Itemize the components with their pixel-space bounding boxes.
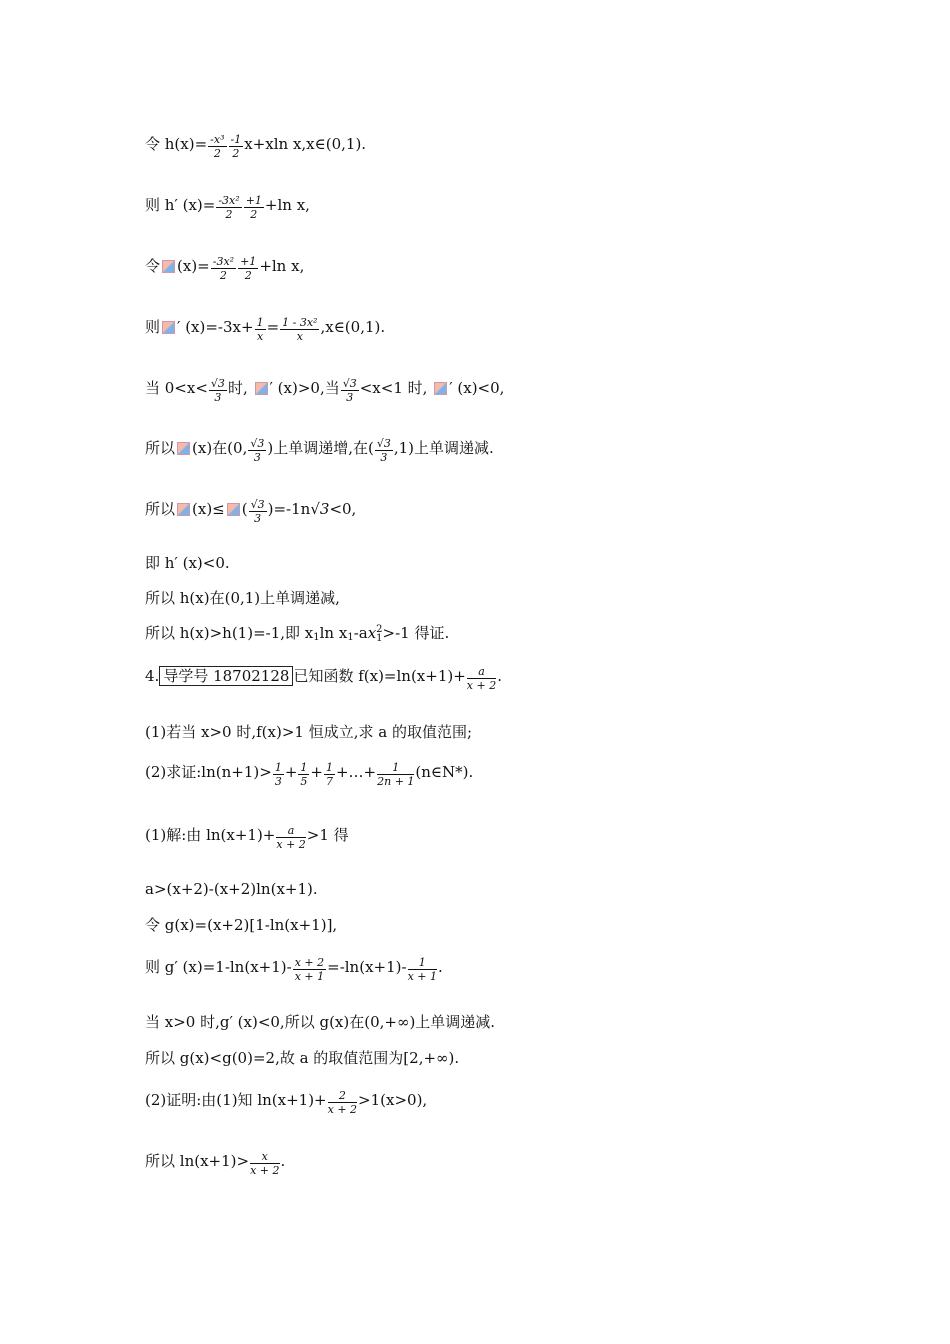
placeholder-image-icon	[177, 442, 190, 455]
numerator: √3	[376, 437, 391, 450]
text: 则 h′ (x)=	[145, 196, 216, 214]
denominator: x + 1	[407, 970, 437, 983]
text: 当 x>0 时,g′ (x)<0,所以 g(x)在(0,+∞)上单调递减.	[145, 1013, 496, 1031]
numerator: √3	[250, 498, 265, 511]
numerator: -1	[230, 133, 242, 146]
numerator: x + 2	[294, 956, 325, 969]
line-g-decreasing	[145, 1012, 495, 1032]
denominator: 3	[214, 391, 222, 404]
line-phi-derivative	[145, 316, 385, 343]
line-phi-def	[145, 255, 304, 282]
line-monotonic	[145, 437, 494, 464]
fraction	[249, 498, 267, 525]
numerator: -x³	[210, 133, 225, 146]
denominator: x + 2	[250, 1164, 280, 1177]
text: (2)证明:由(1)知 ln(x+1)+	[145, 1091, 327, 1109]
numerator: 1	[300, 761, 308, 774]
text: )=-1n	[267, 500, 311, 518]
subscript: 1	[313, 632, 320, 643]
text: (1)若当 x>0 时,f(x)>1 恒成立,求 a 的取值范围;	[145, 723, 473, 741]
text: ′ (x)=-3x+	[177, 318, 254, 336]
text: 所以 ln(x+1)>	[145, 1152, 250, 1170]
fraction	[229, 133, 244, 160]
numerator: +1	[245, 194, 262, 207]
text: 令	[145, 257, 161, 275]
denominator: 2	[232, 147, 240, 160]
denominator: 5	[300, 775, 308, 788]
numerator: 1 - 3x²	[282, 316, 318, 329]
fraction	[248, 437, 266, 464]
denominator: 3	[254, 512, 262, 525]
text: (1)解:由 ln(x+1)+	[145, 826, 276, 844]
denominator: x + 2	[276, 838, 306, 851]
numerator: +1	[240, 255, 257, 268]
superscript: 2	[376, 624, 383, 635]
text: (x)在(0,	[192, 439, 248, 457]
placeholder-image-icon	[434, 382, 447, 395]
denominator: 7	[325, 775, 333, 788]
fraction	[375, 437, 393, 464]
text: ,x∈(0,1).	[320, 318, 386, 336]
numerator: 1	[256, 316, 264, 329]
numerator: a	[467, 665, 496, 679]
sqrt-three: √3	[310, 500, 330, 518]
text: .	[497, 667, 502, 685]
text: (x)≤	[192, 500, 225, 518]
text: 令 g(x)=(x+2)[1-ln(x+1)],	[145, 916, 338, 934]
fraction	[276, 824, 305, 851]
text: .	[438, 958, 443, 976]
denominator: 2	[250, 208, 258, 221]
fraction	[408, 956, 437, 983]
denominator: x + 1	[294, 970, 325, 983]
text: =	[266, 318, 280, 336]
text: x	[367, 624, 377, 642]
text: >1(x>0),	[358, 1091, 428, 1109]
subscript: 1	[347, 632, 354, 643]
denominator: x + 2	[466, 679, 497, 692]
text: 则 g′ (x)=1-ln(x+1)-	[145, 958, 292, 976]
line-h-decreasing	[145, 588, 340, 608]
line-proof-2	[145, 1089, 427, 1116]
denominator: 3	[253, 451, 261, 464]
line-problem-4	[145, 665, 502, 692]
line-g-def	[145, 915, 337, 935]
numerator: 1	[408, 956, 437, 970]
placeholder-image-icon	[227, 503, 240, 516]
text: 所以 h(x)在(0,1)上单调递减,	[145, 589, 340, 607]
fraction	[250, 1150, 279, 1177]
placeholder-image-icon	[255, 382, 268, 395]
text: ′ (x)<0,	[449, 379, 505, 397]
numerator: √3	[342, 377, 357, 390]
text: +ln x,	[264, 196, 310, 214]
fraction	[216, 194, 241, 221]
line-g-derivative	[145, 956, 443, 983]
text: >1 得	[306, 826, 349, 844]
denominator: x	[296, 330, 303, 343]
text: x+xln x,x∈(0,1).	[244, 135, 367, 153]
text: 所以 g(x)<g(0)=2,故 a 的取值范围为[2,+∞).	[145, 1049, 460, 1067]
numerator: 2	[328, 1089, 357, 1103]
line-h-derivative	[145, 194, 310, 221]
placeholder-image-icon	[177, 503, 190, 516]
denominator: 2	[213, 147, 221, 160]
numerator: √3	[250, 437, 265, 450]
text: 所以	[145, 439, 176, 457]
guide-number-badge: 导学号 18702128	[159, 666, 293, 686]
numerator: 1	[325, 761, 333, 774]
text: (	[241, 500, 248, 518]
text: 当 0<x<	[145, 379, 208, 397]
line-max-bound	[145, 498, 356, 525]
line-part-2	[145, 761, 473, 788]
text: 令 h(x)=	[145, 135, 208, 153]
fraction	[273, 761, 284, 788]
text: 时,	[227, 379, 248, 397]
line-h-def	[145, 133, 366, 160]
text: ,1)上单调递减.	[393, 439, 494, 457]
text: ′ (x)>0,当	[269, 379, 340, 397]
text: =-ln(x+1)-	[327, 958, 407, 976]
text: 已知函数 f(x)=ln(x+1)+	[293, 667, 466, 685]
line-conclusion	[145, 623, 449, 648]
denominator: 2n + 1	[377, 775, 415, 788]
fraction	[467, 665, 496, 692]
numerator: 1	[274, 761, 282, 774]
text: (x)=	[177, 257, 210, 275]
line-h-derivative-negative	[145, 553, 230, 573]
numerator: √3	[210, 377, 225, 390]
denominator: 3	[346, 391, 354, 404]
text: <x<1 时,	[359, 379, 428, 397]
text: )上单调递增,在(	[267, 439, 374, 457]
line-ln-inequality	[145, 1150, 285, 1177]
line-a-inequality	[145, 879, 318, 899]
fraction	[211, 255, 236, 282]
fraction	[238, 255, 258, 282]
text: +…+	[335, 763, 377, 781]
fraction	[209, 377, 227, 404]
subscript: 1	[376, 633, 383, 644]
denominator: 2	[219, 269, 227, 282]
fraction	[293, 956, 326, 983]
text: (n∈N*).	[415, 763, 474, 781]
fraction	[377, 761, 414, 788]
text: >-1 得证.	[382, 624, 450, 642]
text: a>(x+2)-(x+2)ln(x+1).	[145, 880, 318, 898]
text: 所以	[145, 500, 176, 518]
text: <0,	[329, 500, 357, 518]
placeholder-image-icon	[162, 321, 175, 334]
numerator: 1	[377, 761, 414, 775]
denominator: 3	[380, 451, 388, 464]
numerator: a	[276, 824, 305, 838]
fraction	[280, 316, 319, 343]
line-part-1	[145, 722, 472, 742]
numerator: x	[250, 1150, 279, 1164]
text: ln x	[319, 624, 348, 642]
text: (2)求证:ln(n+1)>	[145, 763, 272, 781]
placeholder-image-icon	[162, 260, 175, 273]
text: +	[310, 763, 323, 781]
line-solution-1	[145, 824, 349, 851]
fraction	[298, 761, 309, 788]
denominator: 2	[225, 208, 233, 221]
fraction	[341, 377, 359, 404]
text: -a	[353, 624, 368, 642]
text: 则	[145, 318, 161, 336]
fraction	[255, 316, 266, 343]
numerator: -3x²	[212, 255, 235, 268]
denominator: 2	[244, 269, 252, 282]
problem-number: 4.	[145, 667, 160, 685]
text: 即 h′ (x)<0.	[145, 554, 230, 572]
text: +	[284, 763, 298, 781]
fraction	[328, 1089, 357, 1116]
line-sign-analysis	[145, 377, 504, 404]
text: 所以 h(x)>h(1)=-1,即 x	[145, 624, 314, 642]
text: .	[280, 1152, 286, 1170]
text: +ln x,	[259, 257, 305, 275]
denominator: x + 2	[327, 1103, 358, 1116]
line-a-range	[145, 1048, 459, 1068]
denominator: 3	[274, 775, 282, 788]
numerator: -3x²	[218, 194, 240, 207]
fraction	[244, 194, 264, 221]
fraction	[324, 761, 335, 788]
denominator: x	[256, 330, 264, 343]
fraction	[208, 133, 226, 160]
